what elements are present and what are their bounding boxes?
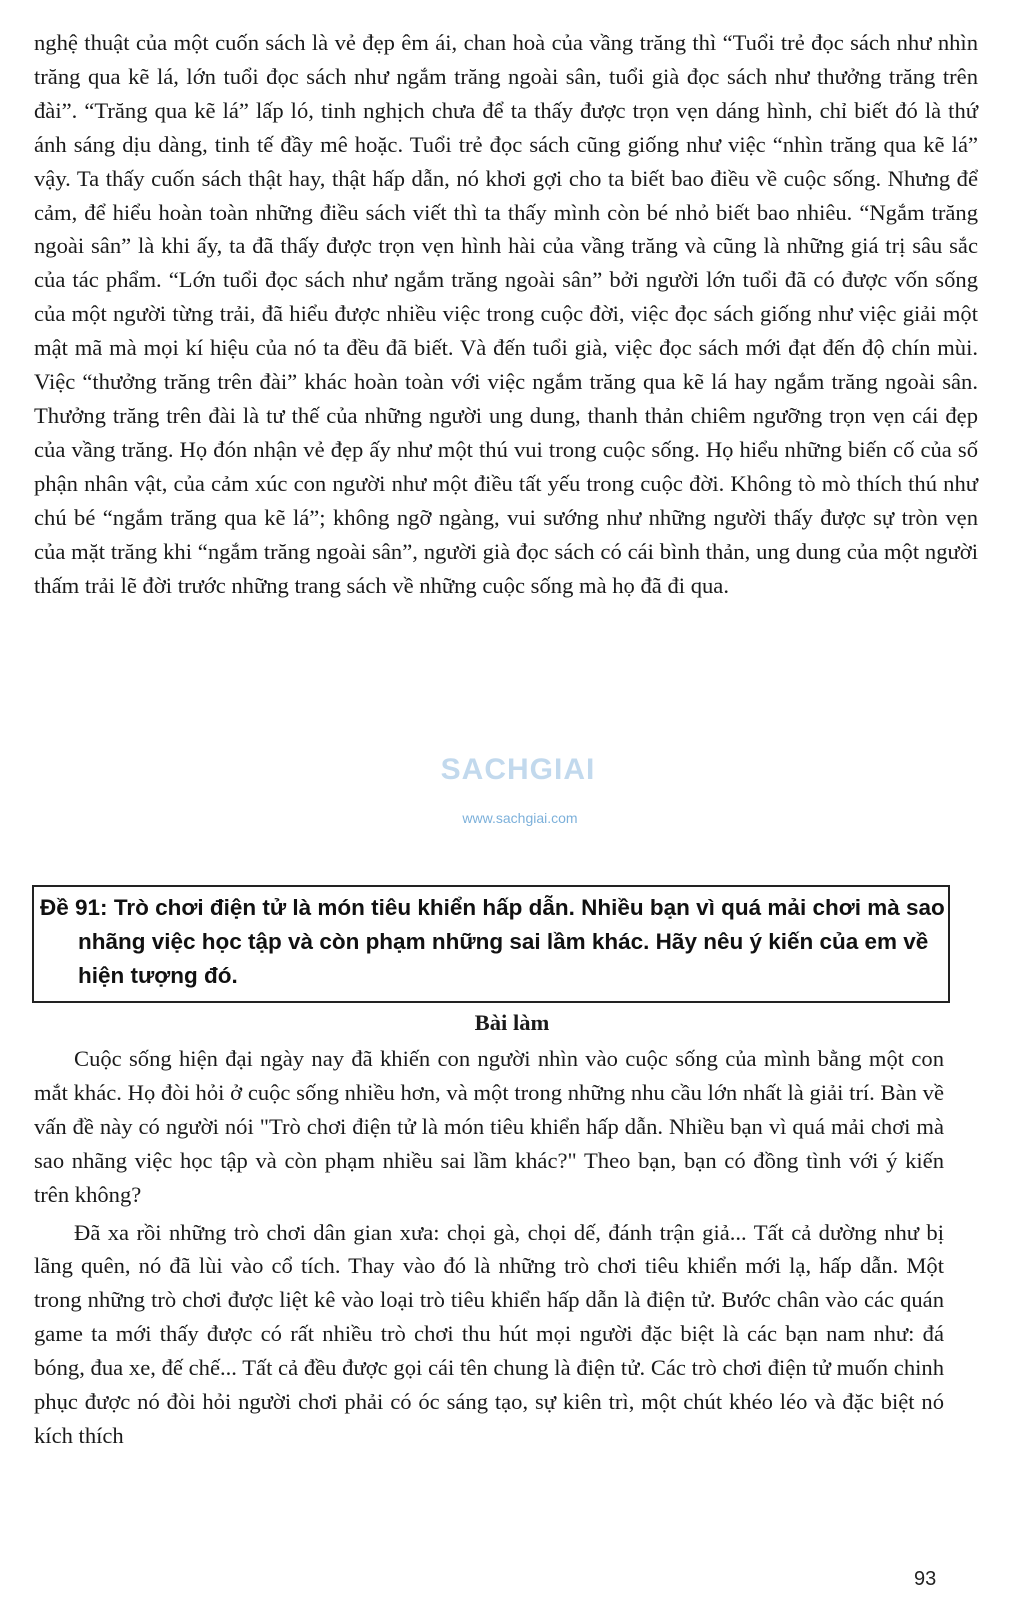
essay-paragraph-1: Cuộc sống hiện đại ngày nay đã khiến con người nhìn vào cuộc sống của mình bằng một con mắt khác. Họ đòi hỏi ở cuộc sống nhiều hơn, và một trong những nhu cầu lớn nhất là giải trí. Bàn về vấn đề này có người nói "Trò chơi điện tử là món tiêu khiển hấp dẫn. Nhiều bạn vì quá mải chơi mà sao nhãng việc học tập và còn phạm nhiều sai lầm khác?" Theo bạn, bạn có đồng tình với ý kiến trên không? bbox=[34, 1046, 944, 1207]
essay-paragraph-2: Đã xa rồi những trò chơi dân gian xưa: chọi gà, chọi dế, đánh trận giả... Tất cả dường như bị lãng quên, nó đã lùi vào cổ tích. Thay vào đó là những trò chơi tiêu khiển mới lạ, hấp dẫn. Một trong những trò chơi được liệt kê vào loại trò tiêu khiển hấp dẫn là điện tử. Bước chân vào các quán game ta mới thấy được có rất nhiều trò chơi thu hút mọi người đặc biệt là các bạn nam như: đá bóng, đua xe, đế chế... Tất cả đều được gọi cái tên chung là điện tử. Các trò chơi điện tử muốn chinh phục được nó đòi hỏi người chơi phải có óc sáng tạo, sự kiên trì, một chút khéo léo và đặc biệt nó kích thích bbox=[34, 1219, 944, 1448]
task-text: Trò chơi điện tử là món tiêu khiển hấp dẫn. Nhiều bạn vì quá mải chơi mà sao nhãng việc học tập và còn phạm những sai lầm khác. Hãy nêu ý kiến của em về hiện tượng đó. bbox=[78, 895, 945, 988]
essay-body bbox=[34, 1042, 944, 1453]
page-body bbox=[34, 26, 978, 602]
task-box-top-rule bbox=[32, 885, 950, 887]
task-label: Đề 91: bbox=[40, 895, 108, 920]
watermark-url: www.sachgiai.com bbox=[462, 810, 578, 826]
task-prompt-box bbox=[32, 885, 950, 1003]
watermark-logo: SACHGIAI bbox=[440, 753, 596, 786]
top-paragraph: nghệ thuật của một cuốn sách là vẻ đẹp êm ái, chan hoà của vầng trăng thì “Tuổi trẻ đọc sách như nhìn trăng qua kẽ lá, lớn tuổi đọc sách như ngắm trăng ngoài sân, tuổi già đọc sách như thưởng trăng trên đài”. “Trăng qua kẽ lá” lấp ló, tinh nghịch chưa để ta thấy được trọn vẹn dáng hình, chỉ biết đó là thứ ánh sáng dịu dàng, tinh tế đầy mê hoặc. Tuổi trẻ đọc sách cũng giống như việc “nhìn trăng qua kẽ lá” vậy. Ta thấy cuốn sách thật hay, thật hấp dẫn, nó khơi gợi cho ta biết bao điều về cuộc sống. Nhưng để cảm, để hiểu hoàn toàn những điều sách viết thì ta thấy mình còn bé nhỏ biết bao nhiêu. “Ngắm trăng ngoài sân” là khi ấy, ta đã thấy được trọn vẹn hình hài của vầng trăng và cũng là những giá trị sâu sắc của tác phẩm. “Lớn tuổi đọc sách như ngắm trăng ngoài sân” bởi người lớn tuổi đã có được vốn sống của một người từng trải, đã hiểu được nhiều việc trong cuộc đời, việc đọc sách giống như việc giải một mật mã mà mọi kí hiệu của nó ta đều đã biết. Và đến tuổi già, việc đọc sách mới đạt đến độ chín mùi. Việc “thưởng trăng trên đài” khác hoàn toàn với việc ngắm trăng qua kẽ lá hay ngắm trăng ngoài sân. Thưởng trăng trên đài là tư thế của những người ung dung, thanh thản chiêm ngưỡng trọn vẹn cái đẹp của vầng trăng. Họ đón nhận vẻ đẹp ấy như một thú vui trong cuộc sống. Họ hiểu những biến cố của số phận nhân vật, của cảm xúc con người như một điều tất yếu trong cuộc đời. Không tò mò thích thú như chú bé “ngắm trăng qua kẽ lá”; không ngỡ ngàng, vui sướng như những người thấy được sự tròn vẹn của mặt trăng khi “ngắm trăng ngoài sân”, người già đọc sách có cái bình thản, ung dung của một người thấm trải lẽ đời trước những trang sách về những cuộc sống mà họ đã đi qua. bbox=[34, 30, 978, 598]
sachgiai-watermark bbox=[398, 752, 638, 838]
page-number: 93 bbox=[914, 1568, 937, 1590]
task-prompt bbox=[40, 891, 948, 993]
essay-heading: Bài làm bbox=[474, 1010, 550, 1035]
